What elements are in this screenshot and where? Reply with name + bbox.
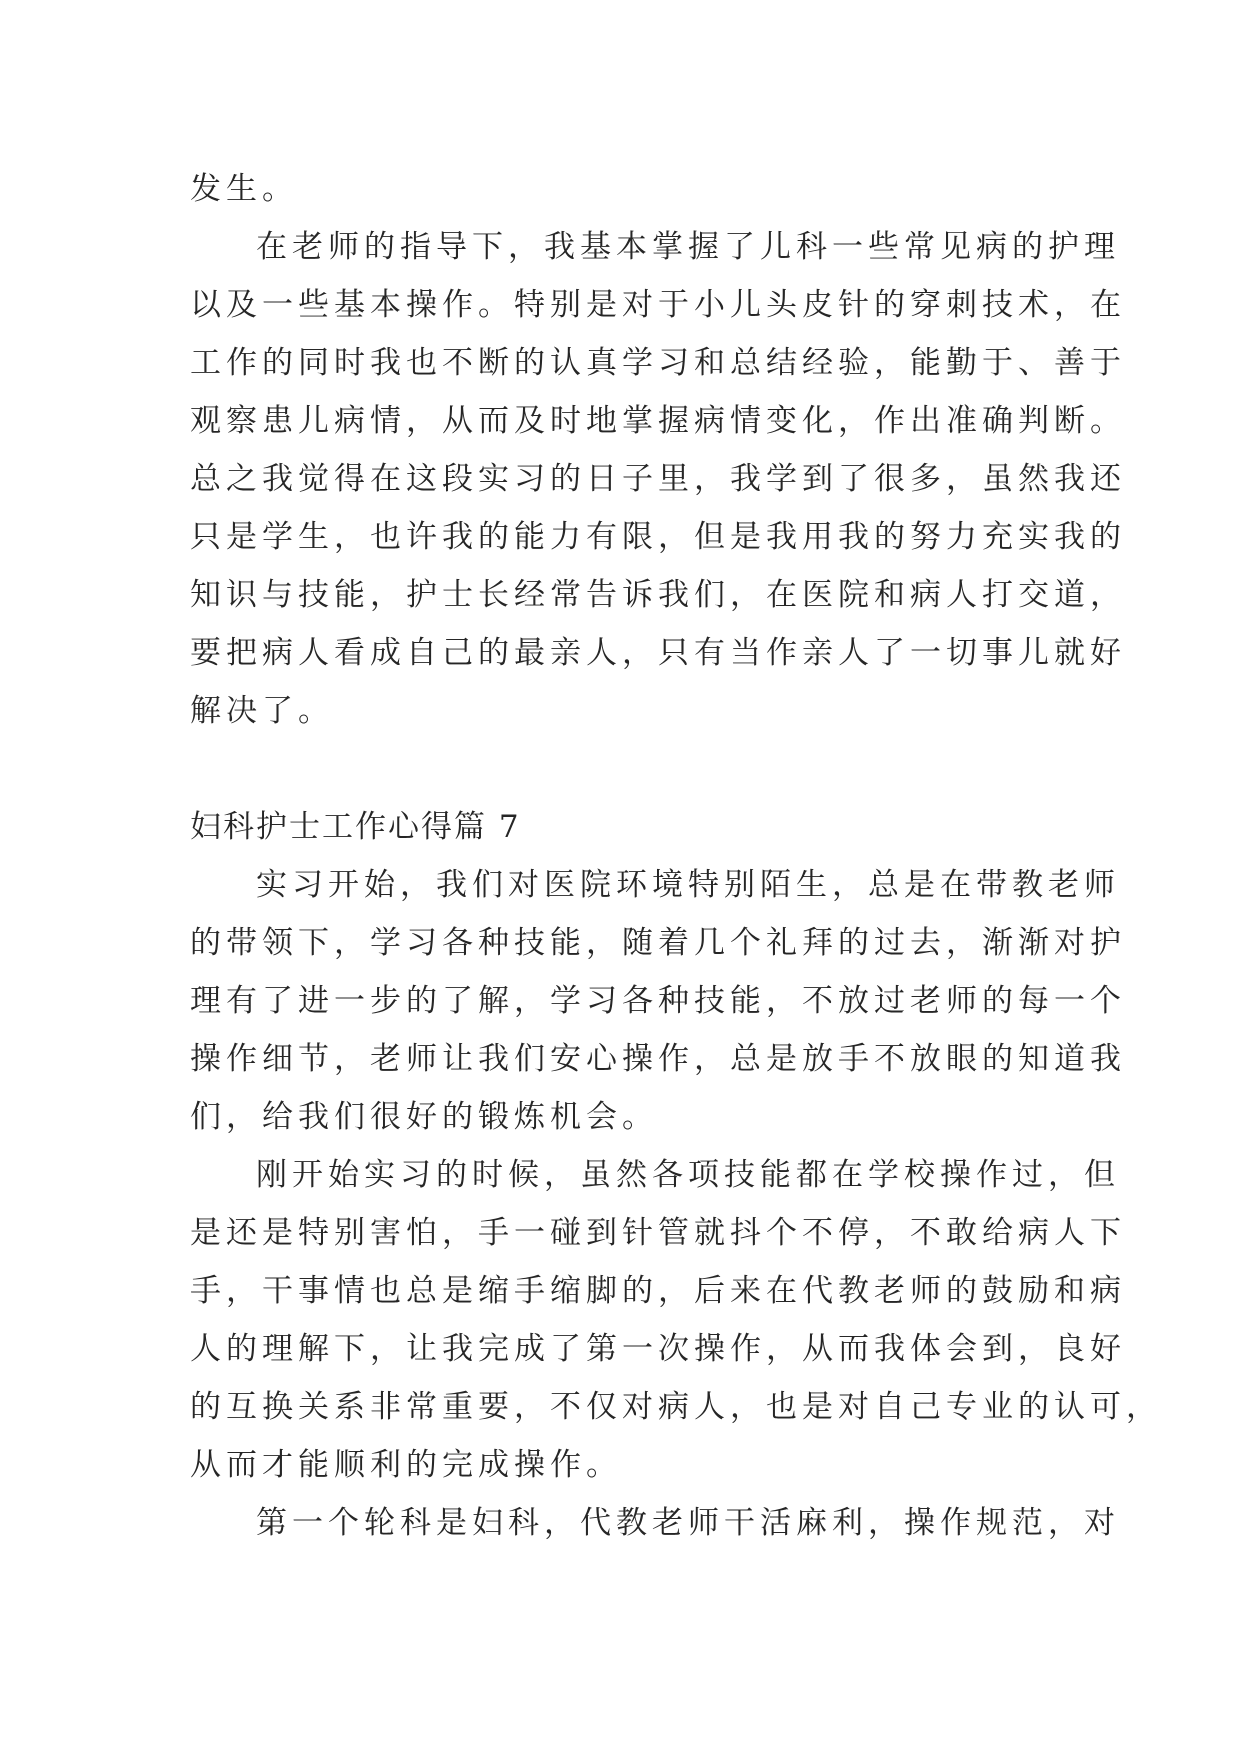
text-line: 以及一些基本操作。特别是对于小儿头皮针的穿刺技术，在 [190,287,1126,323]
document-body [190,160,1162,1552]
text-line: 第一个轮科是妇科，代教老师干活麻利，操作规范，对 [256,1505,1120,1541]
text-line: 从而才能顺利的完成操作。 [190,1447,622,1483]
text-line: 总之我觉得在这段实习的日子里，我学到了很多，虽然我还 [190,461,1126,497]
text-line: 手，干事情也总是缩手缩脚的，后来在代教老师的鼓励和病 [190,1273,1126,1309]
text-line: 刚开始实习的时候，虽然各项技能都在学校操作过，但 [256,1157,1120,1193]
text-line: 的带领下，学习各种技能，随着几个礼拜的过去，渐渐对护 [190,925,1126,961]
text-line: 是还是特别害怕，手一碰到针管就抖个不停，不敢给病人下 [190,1215,1126,1251]
text-line: 操作细节，老师让我们安心操作，总是放手不放眼的知道我 [190,1041,1126,1077]
text-line: 在老师的指导下，我基本掌握了儿科一些常见病的护理 [256,229,1120,265]
text-line: 知识与技能，护士长经常告诉我们，在医院和病人打交道， [190,577,1126,613]
text-line: 只是学生，也许我的能力有限，但是我用我的努力充实我的 [190,519,1126,555]
text-line: 要把病人看成自己的最亲人，只有当作亲人了一切事儿就好 [190,635,1126,671]
paragraph-spacer [190,740,1060,798]
text-line: 实习开始，我们对医院环境特别陌生，总是在带教老师 [256,867,1120,903]
text-line: 解决了。 [190,693,334,729]
text-line: 观察患儿病情，从而及时地掌握病情变化，作出准确判断。 [190,403,1126,439]
text-line: 们，给我们很好的锻炼机会。 [190,1099,658,1135]
text-line: 的互换关系非常重要，不仅对病人，也是对自己专业的认可， [190,1389,1162,1425]
text-line: 工作的同时我也不断的认真学习和总结经验，能勤于、善于 [190,345,1126,381]
text-line: 发生。 [190,171,298,207]
section-heading: 妇科护士工作心得篇 7 [190,809,521,845]
text-line: 人的理解下，让我完成了第一次操作，从而我体会到，良好 [190,1331,1126,1367]
text-line: 理有了进一步的了解，学习各种技能，不放过老师的每一个 [190,983,1126,1019]
